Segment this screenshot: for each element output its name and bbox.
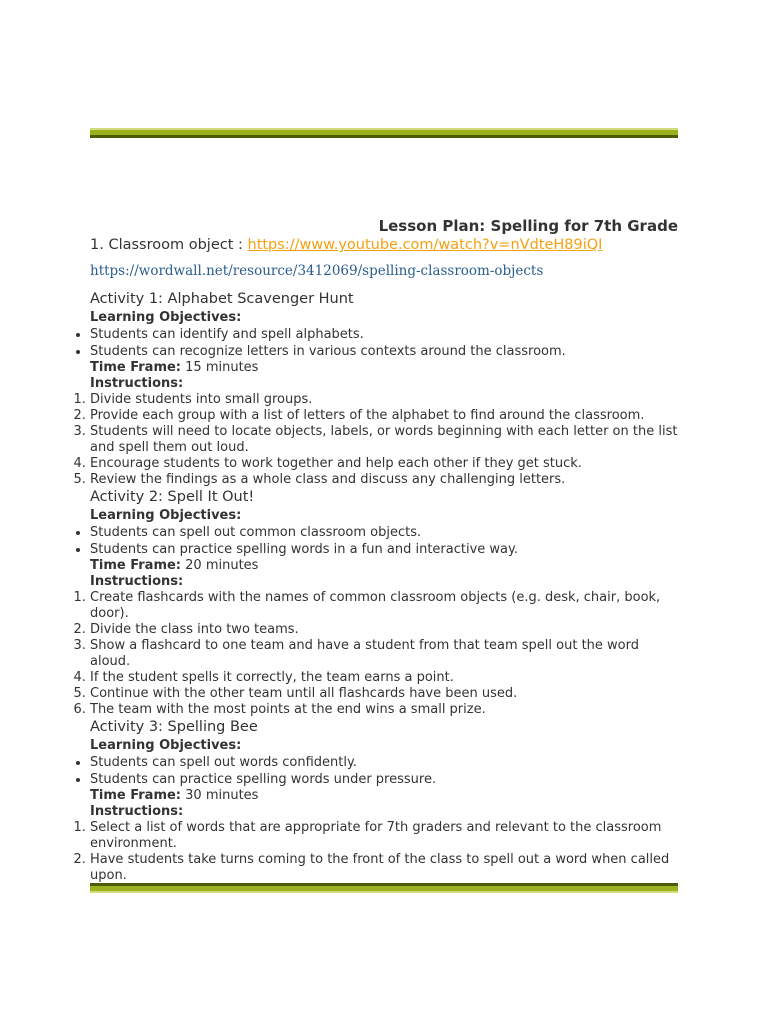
objectives-label: Learning Objectives: [90, 508, 242, 523]
list-item: 6. The team with the most points at the end wins a small prize. [90, 702, 678, 718]
instructions-label: Instructions: [90, 376, 184, 391]
list-item: 2. Provide each group with a list of letters of the alphabet to find around the classroom. [90, 408, 678, 424]
list-item: • Students can identify and spell alphabets. [90, 326, 678, 343]
list-item: 3. Show a flashcard to one team and have a student from that team spell out the word aloud. [90, 638, 678, 670]
list-item: 2. Divide the class into two teams. [90, 622, 678, 638]
objectives-list [90, 754, 678, 788]
objectives-list [90, 326, 678, 360]
activity-3-title: Activity 3: Spelling Bee [90, 719, 258, 735]
list-item: 1. Divide students into small groups. [90, 392, 678, 408]
list-item: 2. Have students take turns coming to the front of the class to spell out a word when called upon. [90, 852, 678, 884]
youtube-link[interactable]: https://www.youtube.com/watch?v=nVdteH89iQI [247, 237, 603, 253]
instructions-list [90, 590, 678, 718]
time-frame-value: 15 minutes [181, 360, 259, 375]
list-item: 5. Review the findings as a whole class and discuss any challenging letters. [90, 472, 678, 488]
instructions-list [90, 820, 678, 884]
time-frame-value: 20 minutes [181, 558, 259, 573]
list-item: 3. Students will need to locate objects, labels, or words beginning with each letter on the list and spell them out loud. [90, 424, 678, 456]
time-frame-label: Time Frame: [90, 360, 182, 375]
objectives-label: Learning Objectives: [90, 738, 242, 753]
document-body [90, 216, 678, 884]
time-frame [90, 360, 678, 376]
time-frame-label: Time Frame: [90, 558, 182, 573]
time-frame [90, 788, 678, 804]
time-frame-label: Time Frame: [90, 788, 182, 803]
instructions-list [90, 392, 678, 488]
activity-2-title: Activity 2: Spell It Out! [90, 489, 255, 505]
list-item: • Students can practice spelling words under pressure. [90, 771, 678, 788]
list-item: 4. If the student spells it correctly, the team earns a point. [90, 670, 678, 686]
list-item: • Students can recognize letters in various contexts around the classroom. [90, 343, 678, 360]
list-item: 5. Continue with the other team until all flashcards have been used. [90, 686, 678, 702]
resource-line-1 [90, 236, 678, 254]
list-item: 1. Create flashcards with the names of common classroom objects (e.g. desk, chair, book, door). [90, 590, 678, 622]
list-item: • Students can spell out words confidently. [90, 754, 678, 771]
list-item: • Students can spell out common classroom objects. [90, 524, 678, 541]
resource-prefix: 1. Classroom object : [90, 237, 248, 253]
document-title: Lesson Plan: Spelling for 7th Grade [378, 217, 678, 235]
time-frame-value: 30 minutes [181, 788, 259, 803]
objectives-list [90, 524, 678, 558]
objectives-label: Learning Objectives: [90, 310, 242, 325]
bottom-divider [90, 883, 678, 893]
instructions-label: Instructions: [90, 574, 184, 589]
time-frame [90, 558, 678, 574]
top-divider [90, 128, 678, 138]
wordwall-link[interactable]: https://wordwall.net/resource/3412069/spelling-classroom-objects [90, 263, 544, 279]
instructions-label: Instructions: [90, 804, 184, 819]
list-item: • Students can practice spelling words in a fun and interactive way. [90, 541, 678, 558]
list-item: 4. Encourage students to work together and help each other if they get stuck. [90, 456, 678, 472]
list-item: 1. Select a list of words that are appropriate for 7th graders and relevant to the classroom environment. [90, 820, 678, 852]
activity-1-title: Activity 1: Alphabet Scavenger Hunt [90, 291, 354, 307]
